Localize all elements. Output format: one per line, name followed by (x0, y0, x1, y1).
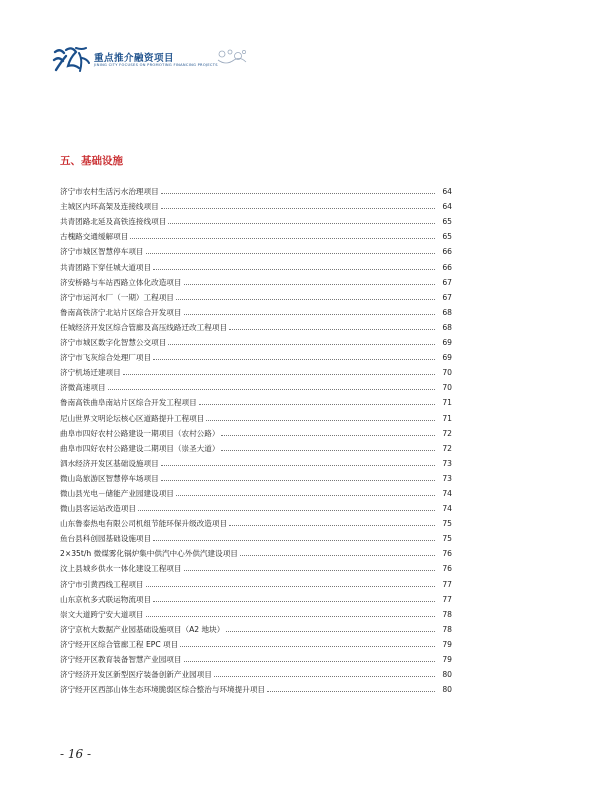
dot-leader (214, 675, 435, 677)
dot-leader (229, 524, 435, 526)
dot-leader (161, 207, 435, 209)
dot-leader (221, 434, 435, 436)
dot-leader (161, 192, 435, 194)
toc-entry-page: 72 (442, 428, 452, 438)
toc-entry-title: 鲁南高铁济宁北站片区综合开发项目 (60, 307, 182, 317)
toc-entry-page: 77 (442, 579, 452, 589)
toc-entry-page: 76 (442, 549, 452, 559)
toc-entry[interactable] (60, 302, 452, 317)
decorative-swirl-icon (212, 46, 252, 72)
toc-entry[interactable] (60, 362, 452, 377)
dot-leader (153, 268, 435, 270)
dot-leader (161, 479, 435, 481)
toc-entry[interactable] (60, 558, 452, 573)
toc-entry[interactable] (60, 272, 452, 287)
toc-entry[interactable] (60, 513, 452, 528)
dot-leader (153, 358, 435, 360)
section-title: 五、基础设施 (60, 155, 123, 167)
toc-entry[interactable] (60, 392, 452, 407)
page-header (52, 44, 252, 80)
toc-entry[interactable] (60, 287, 452, 302)
toc-entry[interactable] (60, 438, 452, 453)
toc-entry-title: 古槐路交通缓解项目 (60, 232, 129, 242)
toc-entry-page: 79 (442, 639, 452, 649)
toc-entry[interactable] (60, 649, 452, 664)
toc-entry[interactable] (60, 181, 452, 196)
toc-entry-page: 73 (442, 458, 452, 468)
dot-leader (184, 569, 436, 571)
dot-leader (206, 419, 435, 421)
toc-entry[interactable] (60, 347, 452, 362)
dot-leader (130, 237, 435, 239)
logo-subtext: JINING CITY FOCUSES ON PROMOTING FINANCING PROJECTS (94, 63, 218, 67)
toc-entry-page: 74 (442, 488, 452, 498)
dot-leader (184, 313, 436, 315)
toc-entry[interactable] (60, 256, 452, 271)
toc-entry[interactable] (60, 589, 452, 604)
toc-entry-title: 微山县客运站改造项目 (60, 504, 136, 514)
logo-text: 重点推介融资项目 (94, 53, 175, 64)
dot-leader (226, 630, 435, 632)
toc-entry-title: 任城经济开发区综合管廊及高压线路迁改工程项目 (60, 322, 228, 332)
table-of-contents (60, 181, 452, 694)
toc-entry-page: 74 (442, 504, 452, 514)
dot-leader (161, 464, 435, 466)
toc-entry-title: 济安桥路与车站西路立体化改造项目 (60, 277, 182, 287)
toc-entry[interactable] (60, 241, 452, 256)
toc-entry-page: 69 (442, 338, 452, 348)
page-number: - 16 - (60, 747, 92, 761)
dot-leader (240, 554, 435, 556)
toc-entry-title: 微山岛旅游区智慧停车场项目 (60, 473, 159, 483)
toc-entry-page: 73 (442, 473, 452, 483)
toc-entry-page: 65 (442, 232, 452, 242)
toc-entry-title: 山东鲁泰热电有限公司机组节能环保升级改造项目 (60, 519, 228, 529)
dot-leader (176, 298, 435, 300)
toc-entry-title: 济微高速项目 (60, 383, 106, 393)
dot-leader (108, 388, 435, 390)
toc-entry-title: 济宁经开区西部山体生态环境脆弱区综合整治与环境提升项目 (60, 685, 266, 695)
toc-entry-page: 68 (442, 322, 452, 332)
toc-entry-page: 70 (442, 368, 452, 378)
toc-entry-title: 曲阜市四好农村公路建设二期项目（崇圣大道） (60, 443, 220, 453)
toc-entry[interactable] (60, 196, 452, 211)
dot-leader (138, 509, 435, 511)
toc-entry-page: 69 (442, 353, 452, 363)
toc-entry-page: 70 (442, 383, 452, 393)
dot-leader (229, 328, 435, 330)
toc-entry[interactable] (60, 483, 452, 498)
toc-entry-page: 79 (442, 655, 452, 664)
toc-entry-page: 66 (442, 262, 452, 272)
toc-entry[interactable] (60, 211, 452, 226)
dot-leader (184, 660, 436, 662)
toc-entry-title: 共青团路北延及高铁连接线项目 (60, 217, 167, 227)
toc-entry-page: 80 (442, 685, 452, 695)
toc-entry-title: 济宁市飞灰综合处理厂项目 (60, 353, 152, 363)
dot-leader (153, 600, 435, 602)
toc-entry-title: 济宁京杭大数据产业园基础设施项目（A2 地块） (60, 624, 225, 634)
toc-entry-title: 济宁经开区综合管廊工程 EPC 项目 (60, 639, 179, 649)
toc-entry-page: 80 (442, 670, 452, 680)
toc-entry-title: 汶上县城乡供水一体化建设工程项目 (60, 564, 182, 574)
toc-entry-title: 主城区内环高架及连接线项目 (60, 202, 159, 212)
dot-leader (153, 539, 435, 541)
toc-entry[interactable] (60, 619, 452, 634)
toc-entry[interactable] (60, 604, 452, 619)
toc-entry-page: 68 (442, 307, 452, 317)
dot-leader (199, 403, 435, 405)
dot-leader (184, 283, 436, 285)
toc-entry[interactable] (60, 664, 452, 679)
toc-entry-title: 鱼台县科创园基础设施项目 (60, 534, 152, 544)
toc-entry-title: 曲阜市四好农村公路建设一期项目（农村公路） (60, 428, 220, 438)
toc-entry-title: 济宁市农村生活污水治理项目 (60, 187, 159, 197)
dot-leader (146, 615, 435, 617)
toc-entry-page: 64 (442, 202, 452, 212)
dot-leader (123, 373, 435, 375)
dot-leader (176, 494, 435, 496)
toc-entry-title: 济宁经济开发区新型医疗装备创新产业园项目 (60, 670, 212, 680)
toc-entry-title: 崇文大道跨宁安大道项目 (60, 609, 144, 619)
dot-leader (146, 585, 435, 587)
dot-leader (267, 690, 435, 692)
toc-entry[interactable] (60, 543, 452, 558)
toc-entry[interactable] (60, 573, 452, 588)
toc-entry-title: 共青团路下穿任城大道项目 (60, 262, 152, 272)
toc-entry[interactable] (60, 226, 452, 241)
dot-leader (221, 449, 435, 451)
toc-entry[interactable] (60, 679, 452, 694)
toc-entry[interactable] (60, 634, 452, 649)
toc-entry-title: 2×35t/h 微煤雾化锅炉集中供汽中心外供汽建设项目 (60, 549, 238, 559)
toc-entry-page: 75 (442, 519, 452, 529)
toc-entry-page: 64 (442, 187, 452, 197)
toc-entry[interactable] (60, 423, 452, 438)
toc-entry[interactable] (60, 407, 452, 422)
toc-entry-title: 山东京杭多式联运物流项目 (60, 594, 152, 604)
toc-entry[interactable] (60, 498, 452, 513)
toc-entry-title: 济宁市城区智慧停车项目 (60, 247, 144, 257)
dot-leader (180, 645, 435, 647)
toc-entry[interactable] (60, 528, 452, 543)
toc-entry-page: 71 (442, 413, 452, 423)
toc-entry[interactable] (60, 332, 452, 347)
toc-entry-page: 76 (442, 564, 452, 574)
toc-entry-page: 78 (442, 609, 452, 619)
dot-leader (146, 252, 435, 254)
toc-entry-title: 济宁机场迁建项目 (60, 368, 121, 378)
toc-entry-page: 72 (442, 443, 452, 453)
toc-entry-title: 济宁市引黄西线工程项目 (60, 579, 144, 589)
toc-entry-title: 尼山世界文明论坛核心区道路提升工程项目 (60, 413, 205, 423)
toc-entry-title: 微山县光电－储能产业园建设项目 (60, 488, 174, 498)
toc-entry[interactable] (60, 377, 452, 392)
toc-entry-title: 泗水经济开发区基础设施项目 (60, 458, 159, 468)
toc-entry[interactable] (60, 453, 452, 468)
toc-entry-page: 77 (442, 594, 452, 604)
toc-entry-title: 济宁市城区数字化智慧公交项目 (60, 338, 167, 348)
toc-entry-page: 67 (442, 292, 452, 302)
dot-leader (168, 222, 435, 224)
toc-entry-page: 78 (442, 624, 452, 634)
toc-entry-title: 鲁南高铁曲阜南站片区综合开发工程项目 (60, 398, 197, 408)
toc-entry-page: 67 (442, 277, 452, 287)
toc-entry-page: 65 (442, 217, 452, 227)
toc-entry-page: 66 (442, 247, 452, 257)
toc-entry[interactable] (60, 317, 452, 332)
toc-entry-page: 71 (442, 398, 452, 408)
toc-entry-title: 济宁经开区教育装备智慧产业园项目 (60, 655, 182, 664)
dot-leader (168, 343, 435, 345)
jining-calligraphy-logo-icon (52, 44, 90, 74)
toc-entry-title: 济宁市运河水厂（一期）工程项目 (60, 292, 174, 302)
toc-entry[interactable] (60, 468, 452, 483)
toc-entry-page: 75 (442, 534, 452, 544)
